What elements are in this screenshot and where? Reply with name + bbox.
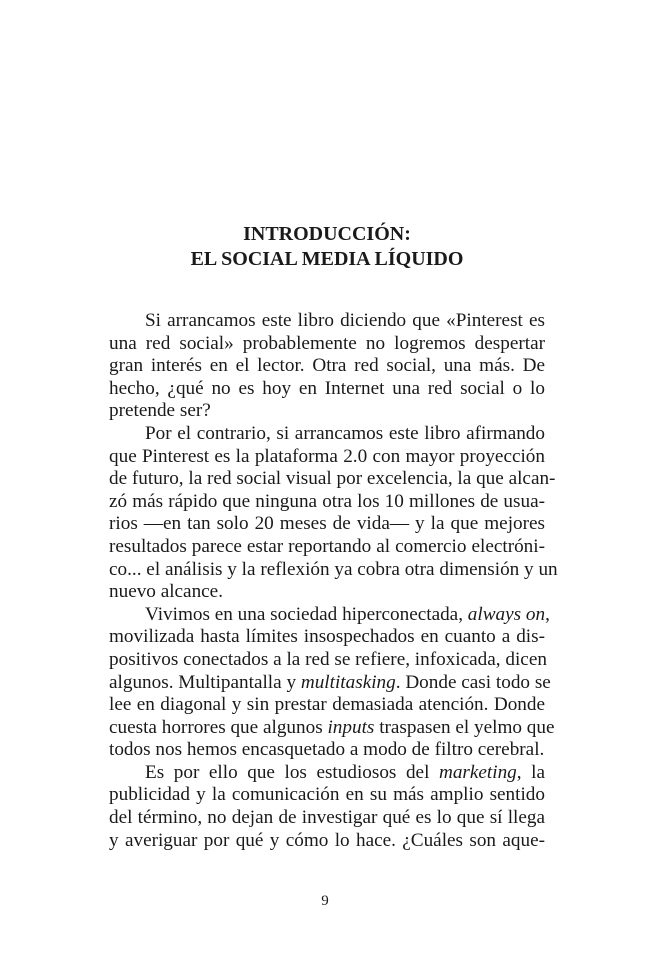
italic-term: inputs xyxy=(327,716,375,738)
text-run: Vivimos en una sociedad hiperconectada, xyxy=(145,603,468,625)
text-line xyxy=(109,716,555,740)
text-line: nuevo alcance. xyxy=(109,581,223,603)
text-line: rios —en tan solo 20 meses de vida— y la que mejores xyxy=(109,513,545,535)
page-number: 9 xyxy=(321,893,329,909)
text-line: que Pinterest es la plataforma 2.0 con mayor proyección xyxy=(109,445,545,467)
text-line: Por el contrario, si arrancamos este libro afirmando xyxy=(145,422,545,444)
text-line: lee en diagonal y sin prestar demasiada atención. Donde xyxy=(109,694,545,716)
text-run: , xyxy=(545,603,550,625)
italic-term: multitasking xyxy=(300,671,396,693)
italic-term: always on xyxy=(467,603,546,625)
text-line: del término, no dejan de investigar qué es lo que sí llega xyxy=(109,807,545,829)
text-run: , la xyxy=(516,761,545,783)
text-line: pretende ser? xyxy=(109,400,211,422)
text-line: movilizada hasta límites insospechados en cuanto a dis- xyxy=(109,626,545,648)
text-run: Es por ello que los estudiosos del xyxy=(145,761,439,783)
chapter-title-line-1: INTRODUCCIÓN: xyxy=(243,223,411,245)
paragraph-2 xyxy=(109,422,558,604)
text-line: hecho, ¿qué no es hoy en Internet una red social o lo xyxy=(109,377,545,399)
text-line: Si arrancamos este libro diciendo que «Pinterest es xyxy=(145,310,545,331)
text-line: resultados parece estar reportando al comercio electróni- xyxy=(109,535,545,557)
paragraph-3 xyxy=(109,603,555,762)
text-run: traspasen el yelmo que xyxy=(374,716,555,738)
body-text xyxy=(109,310,558,852)
paragraph-1 xyxy=(109,310,545,423)
text-line: de futuro, la red social visual por excelencia, la que alcan- xyxy=(109,468,556,490)
chapter-title-line-2: EL SOCIAL MEDIA LÍQUIDO xyxy=(190,248,464,270)
text-line: zó más rápido que ninguna otra los 10 millones de usua- xyxy=(109,490,545,512)
text-line: todos nos hemos encasquetado a modo de filtro cerebral. xyxy=(109,739,545,761)
text-line: publicidad y la comunicación en su más amplio sentido xyxy=(109,784,545,806)
text-run: cuesta horrores que algunos xyxy=(109,716,328,738)
text-line: una red social» probablemente no logremos despertar xyxy=(109,332,545,354)
text-run: algunos. Multipantalla y xyxy=(109,671,301,693)
chapter-title xyxy=(109,222,545,272)
text-line: y averiguar por qué y cómo lo hace. ¿Cuáles son aque- xyxy=(109,829,545,851)
text-line xyxy=(109,762,545,785)
text-line xyxy=(109,603,550,627)
text-line: co... el análisis y la reflexión ya cobra otra dimensión y un xyxy=(109,558,558,580)
text-line: positivos conectados a la red se refiere, infoxicada, dicen xyxy=(109,648,547,670)
paragraph-4 xyxy=(109,762,545,852)
page-content xyxy=(109,222,558,852)
italic-term: marketing xyxy=(438,761,517,783)
text-run: . Donde casi todo se xyxy=(395,671,551,693)
text-line xyxy=(109,671,551,695)
text-line: gran interés en el lector. Otra red social, una más. De xyxy=(109,355,545,377)
